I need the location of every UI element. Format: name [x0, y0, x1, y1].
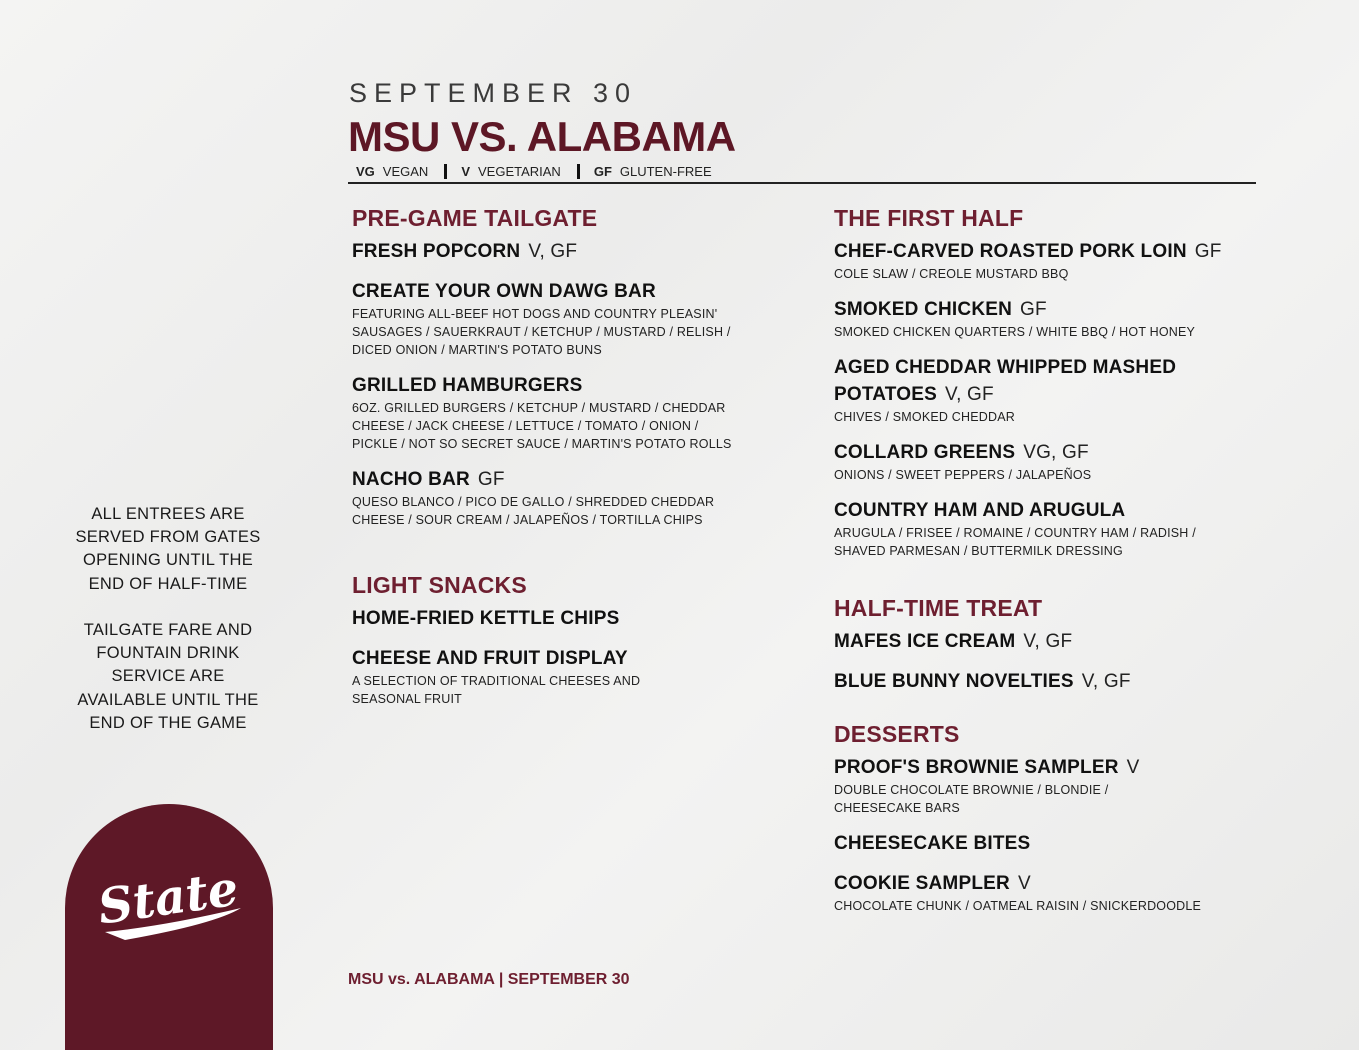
legend-divider [577, 164, 580, 179]
item-diet: GF [477, 469, 505, 490]
item-name: FRESH POPCORN [352, 241, 521, 262]
menu-item [834, 439, 1264, 484]
menu-item [834, 754, 1264, 817]
menu-column-left [352, 205, 752, 721]
item-desc: COLE SLAW / CREOLE MUSTARD BBQ [834, 267, 1069, 281]
item-desc: SMOKED CHICKEN QUARTERS / WHITE BBQ / HOT HONEY [834, 325, 1196, 339]
page-title: MSU VS. ALABAMA [348, 113, 736, 160]
menu-item [352, 238, 752, 265]
logo-arch [65, 804, 273, 1050]
item-name: COUNTRY HAM AND ARUGULA [834, 500, 1126, 521]
item-diet: V, GF [1023, 631, 1073, 652]
service-note-entrees: ALL ENTREES ARE SERVED FROM GATES OPENING UNTIL THE END OF HALF-TIME [75, 505, 261, 593]
item-desc: FEATURING ALL-BEEF HOT DOGS AND COUNTRY PLEASIN' SAUSAGES / SAUERKRAUT / KETCHUP / MUSTARD / RELISH / DICED ONION / MARTIN'S POTATO BUNS [352, 307, 731, 357]
item-desc: QUESO BLANCO / PICO DE GALLO / SHREDDED CHEDDAR CHEESE / SOUR CREAM / JALAPEÑOS / TORTILLA CHIPS [352, 495, 715, 527]
service-note-tailgate: TAILGATE FARE AND FOUNTAIN DRINK SERVICE ARE AVAILABLE UNTIL THE END OF THE GAME [77, 621, 259, 732]
menu-item [834, 497, 1264, 560]
item-name: GRILLED HAMBURGERS [352, 375, 583, 396]
legend-label-vegetarian: VEGETARIAN [477, 164, 561, 179]
event-date: SEPTEMBER 30 [349, 78, 638, 108]
item-name: MAFES ICE CREAM [834, 631, 1016, 652]
item-diet: V, GF [1081, 671, 1131, 692]
item-diet: V, GF [528, 241, 578, 262]
section-half-time [834, 595, 1264, 695]
section-desserts [834, 721, 1264, 915]
item-name: COLLARD GREENS [834, 442, 1016, 463]
item-name: AGED CHEDDAR WHIPPED MASHED POTATOES [834, 357, 1177, 405]
item-name: CHEF-CARVED ROASTED PORK LOIN [834, 241, 1187, 262]
menu-item [834, 830, 1264, 857]
item-desc: A SELECTION OF TRADITIONAL CHEESES AND SEASONAL FRUIT [352, 674, 641, 706]
item-name: BLUE BUNNY NOVELTIES [834, 671, 1074, 692]
item-desc: DOUBLE CHOCOLATE BROWNIE / BLONDIE / CHEESECAKE BARS [834, 783, 1109, 815]
menu-item [352, 278, 752, 359]
item-name: CREATE YOUR OWN DAWG BAR [352, 281, 656, 302]
section-light-snacks [352, 572, 752, 708]
diet-legend [356, 164, 726, 179]
item-name: PROOF'S BROWNIE SAMPLER [834, 757, 1119, 778]
menu-item [352, 605, 752, 632]
header-rule [348, 182, 1256, 184]
legend-label-vegan: VEGAN [382, 164, 429, 179]
section-title: LIGHT SNACKS [352, 572, 527, 598]
item-diet: V [1126, 757, 1140, 778]
menu-item [834, 870, 1264, 915]
item-desc: ARUGULA / FRISEE / ROMAINE / COUNTRY HAM / RADISH / SHAVED PARMESAN / BUTTERMILK DRESSING [834, 526, 1196, 558]
menu-item [352, 645, 752, 708]
item-name: COOKIE SAMPLER [834, 873, 1010, 894]
legend-label-gluten-free: GLUTEN-FREE [619, 164, 712, 179]
state-logo-icon [65, 844, 273, 954]
menu-column-right [834, 205, 1264, 928]
item-diet: GF [1020, 299, 1047, 320]
footer-caption: MSU vs. ALABAMA | SEPTEMBER 30 [348, 971, 630, 988]
item-name: NACHO BAR [352, 469, 470, 490]
legend-code-vegetarian: V [461, 164, 470, 179]
menu-item [352, 466, 752, 529]
legend-code-gluten-free: GF [593, 164, 612, 179]
logo-text: State [94, 860, 242, 936]
section-title: HALF-TIME TREAT [834, 595, 1043, 621]
item-desc: CHIVES / SMOKED CHEDDAR [834, 410, 1016, 424]
menu-item [834, 354, 1264, 426]
item-diet: V [1017, 873, 1031, 894]
section-title: THE FIRST HALF [834, 205, 1024, 231]
section-first-half [834, 205, 1264, 560]
item-diet: V, GF [944, 384, 994, 405]
legend-divider [444, 164, 447, 179]
item-diet: GF [1194, 241, 1222, 262]
item-name: CHEESE AND FRUIT DISPLAY [352, 648, 628, 669]
menu-item [834, 668, 1264, 695]
section-title: DESSERTS [834, 721, 960, 747]
item-name: SMOKED CHICKEN [834, 299, 1013, 320]
item-diet: VG, GF [1023, 442, 1089, 463]
section-title: PRE-GAME TAILGATE [352, 205, 598, 231]
item-desc: CHOCOLATE CHUNK / OATMEAL RAISIN / SNICKERDOODLE [834, 899, 1202, 913]
section-pregame [352, 205, 752, 529]
menu-item [834, 238, 1264, 283]
item-name: HOME-FRIED KETTLE CHIPS [352, 608, 620, 629]
menu-item [352, 372, 752, 453]
item-name: CHEESECAKE BITES [834, 833, 1031, 854]
menu-item [834, 296, 1264, 341]
legend-code-vegan: VG [356, 164, 375, 179]
item-desc: 6OZ. GRILLED BURGERS / KETCHUP / MUSTARD / CHEDDAR CHEESE / JACK CHEESE / LETTUCE / TOMATO / ONION / PICKLE / NOT SO SECRET SAUCE / MARTIN'S POTATO ROLLS [352, 401, 732, 451]
menu-item [834, 628, 1264, 655]
item-desc: ONIONS / SWEET PEPPERS / JALAPEÑOS [834, 468, 1092, 482]
